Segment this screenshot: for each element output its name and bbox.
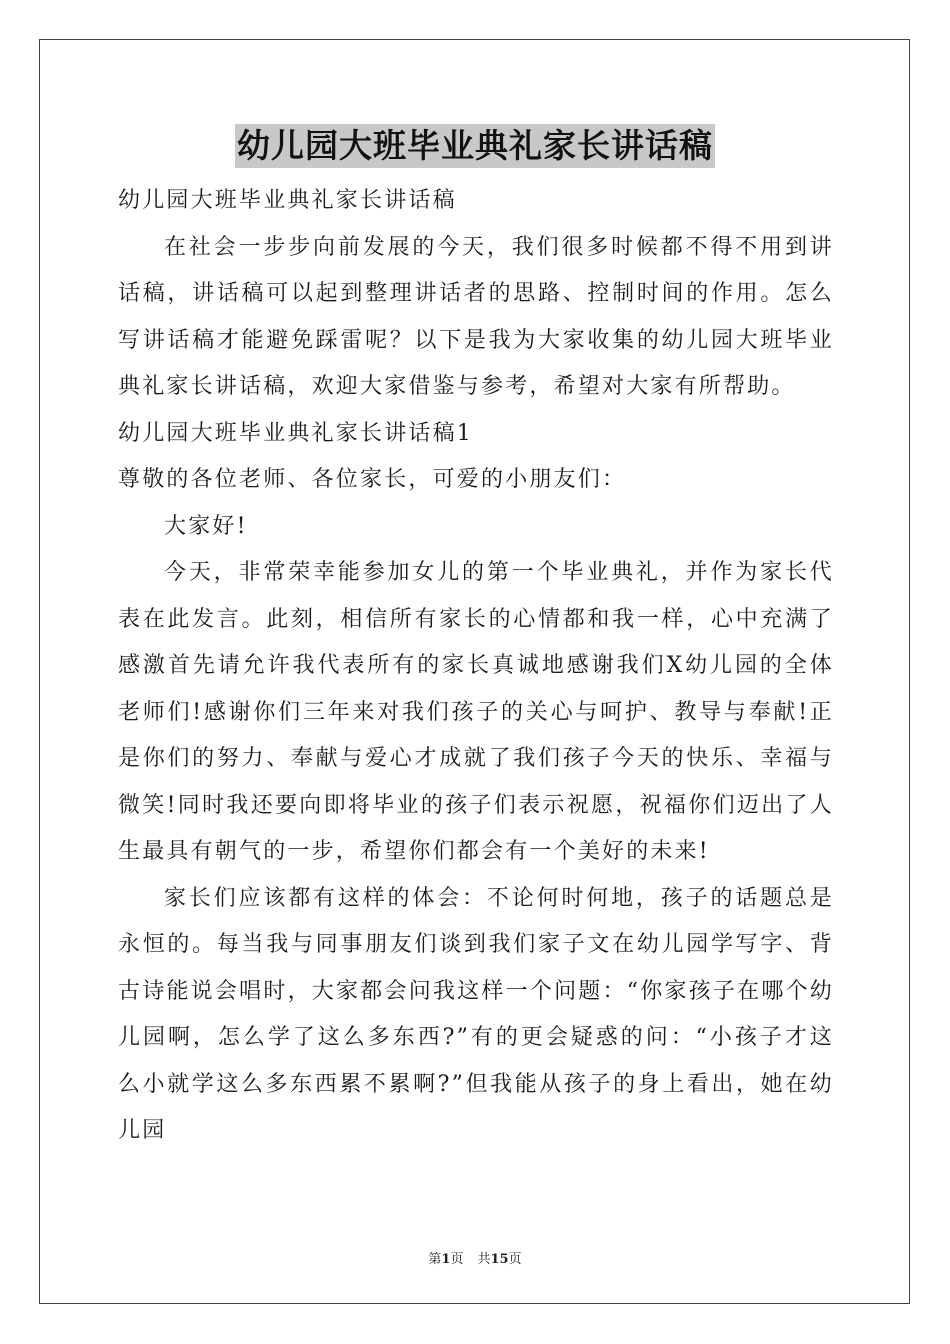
page-total-number: 15	[490, 1252, 509, 1267]
title-container	[0, 124, 950, 168]
page-current-number: 1	[441, 1252, 451, 1267]
document-body	[118, 178, 834, 1155]
paragraph-salutation: 尊敬的各位老师、各位家长，可爱的小朋友们：	[118, 467, 627, 492]
document-title: 幼儿园大班毕业典礼家长讲话稿	[235, 124, 715, 168]
paragraph-body-1: 今天，非常荣幸能参加女儿的第一个毕业典礼，并作为家长代表在此发言。此刻，相信所有家长的心情都和我一样，心中充满了感激首先请允许我代表所有的家长真诚地感谢我们X幼儿园的全体老师们!感谢你们三年来对我们孩子的关心与呵护、教导与奉献!正是你们的努力、奉献与爱心才成就了我们孩子今天的快乐、幸福与微笑!同时我还要向即将毕业的孩子们表示祝愿，祝福你们迈出了人生最具有朝气的一步，希望你们都会有一个美好的未来!	[118, 560, 834, 864]
paragraph-body-2: 家长们应该都有这样的体会：不论何时何地，孩子的话题总是永恒的。每当我与同事朋友们谈到我们家子文在幼儿园学写字、背古诗能说会唱时，大家都会问我这样一个问题：“你家孩子在哪个幼儿园啊，怎么学了这么多东西?”有的更会疑惑的问：“小孩子才这么小就学这么多东西累不累啊?”但我能从孩子的身上看出，她在幼儿园	[118, 885, 834, 1143]
paragraph-subtitle: 幼儿园大班毕业典礼家长讲话稿	[118, 188, 457, 213]
paragraph-greeting: 大家好!	[164, 513, 248, 539]
paragraph-intro: 在社会一步步向前发展的今天，我们很多时候都不得不用到讲话稿，讲话稿可以起到整理讲话者的思路、控制时间的作用。怎么写讲话稿才能避免踩雷呢？以下是我为大家收集的幼儿园大班毕业典礼家长讲话稿，欢迎大家借鉴与参考，希望对大家有所帮助。	[118, 234, 834, 399]
page-prefix: 第	[428, 1252, 442, 1267]
total-suffix: 页	[508, 1252, 522, 1267]
page-footer	[0, 1248, 950, 1267]
page-suffix: 页	[450, 1252, 464, 1267]
paragraph-section-heading: 幼儿园大班毕业典礼家长讲话稿1	[118, 420, 473, 446]
total-prefix: 共	[477, 1252, 491, 1267]
